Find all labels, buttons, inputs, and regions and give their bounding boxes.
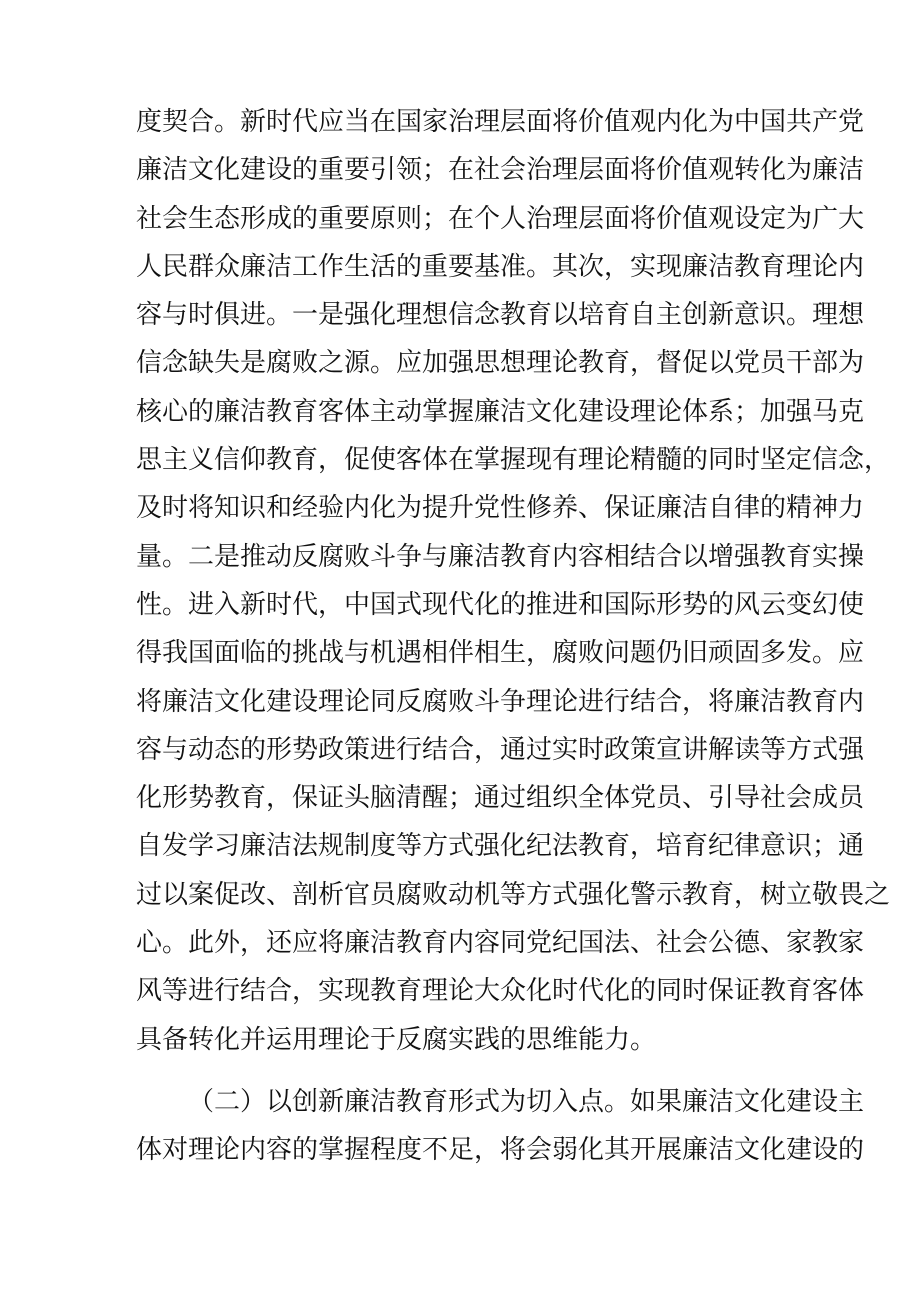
text-line: 风等进行结合，实现教育理论大众化时代化的同时保证教育客体 <box>136 976 865 1007</box>
paragraph-1 <box>136 98 891 1064</box>
text-line: 化形势教育，保证头脑清醒；通过组织全体党员、引导社会成员 <box>136 783 865 814</box>
text-line: 将廉洁文化建设理论同反腐败斗争理论进行结合，将廉洁教育内 <box>136 686 865 717</box>
text-line: 社会生态形成的重要原则；在个人治理层面将价值观设定为广大 <box>136 203 865 234</box>
text-line: 信念缺失是腐败之源。应加强思想理论教育，督促以党员干部为 <box>136 348 865 379</box>
text-line: 容与时俱进。一是强化理想信念教育以培育自主创新意识。理想 <box>136 300 865 331</box>
paragraph-2 <box>136 1078 865 1175</box>
text-line: 过以案促改、剖析官员腐败动机等方式强化警示教育，树立敬畏之 <box>136 879 891 910</box>
text-line: 核心的廉洁教育客体主动掌握廉洁文化建设理论体系；加强马克 <box>136 396 865 427</box>
text-line: 量。二是推动反腐败斗争与廉洁教育内容相结合以增强教育实操 <box>136 541 865 572</box>
text-line: 及时将知识和经验内化为提升党性修养、保证廉洁自律的精神力 <box>136 493 865 524</box>
text-line: 度契合。新时代应当在国家治理层面将价值观内化为中国共产党 <box>136 107 865 137</box>
text-line: 心。此外，还应将廉洁教育内容同党纪国法、社会公德、家教家 <box>136 928 865 959</box>
text-line: 得我国面临的挑战与机遇相伴相生，腐败问题仍旧顽固多发。应 <box>136 638 865 669</box>
text-line: 人民群众廉洁工作生活的重要基准。其次，实现廉洁教育理论内 <box>136 251 865 282</box>
text-line: 体对理论内容的掌握程度不足，将会弱化其开展廉洁文化建设的 <box>136 1135 865 1166</box>
text-line: 性。进入新时代，中国式现代化的推进和国际形势的风云变幻使 <box>136 589 865 620</box>
text-line: 具备转化并运用理论于反腐实践的思维能力。 <box>136 1024 657 1055</box>
text-line: 廉洁文化建设的重要引领；在社会治理层面将价值观转化为廉洁 <box>136 155 865 186</box>
text-line: （二）以创新廉洁教育形式为切入点。如果廉洁文化建设主 <box>188 1087 865 1117</box>
text-line: 思主义信仰教育，促使客体在掌握现有理论精髓的同时坚定信念， <box>136 445 891 476</box>
text-line: 容与动态的形势政策进行结合，通过实时政策宣讲解读等方式强 <box>136 734 865 765</box>
text-line: 自发学习廉洁法规制度等方式强化纪法教育，培育纪律意识；通 <box>136 831 865 862</box>
